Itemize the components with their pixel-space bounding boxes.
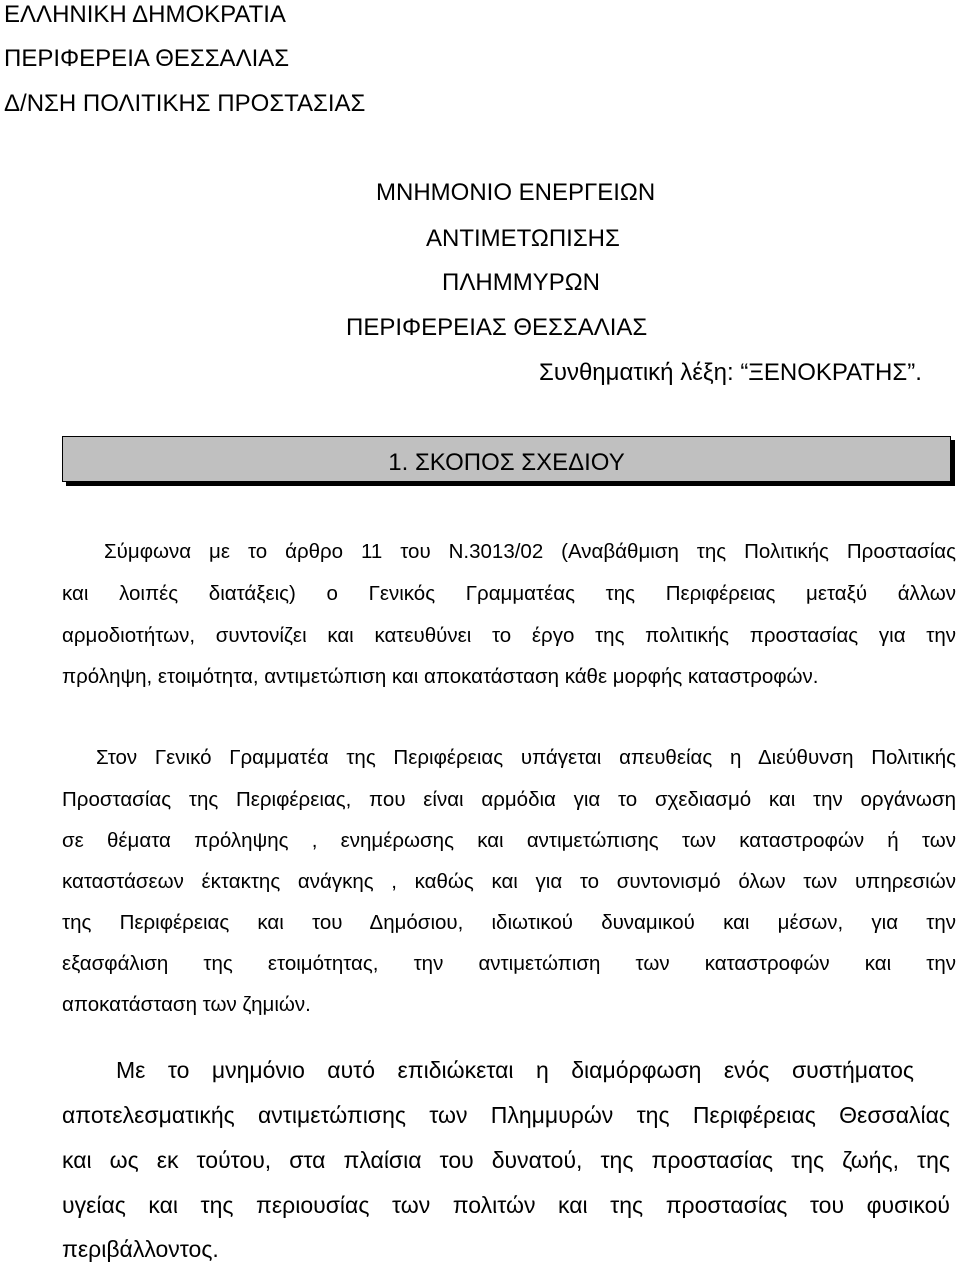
- title-line-4: ΠΕΡΙΦΕΡΕΙΑΣ ΘΕΣΣΑΛΙΑΣ: [346, 314, 648, 341]
- codeword-line: Συνθηματική λέξη: “ΞΕΝΟΚΡΑΤΗΣ”.: [539, 359, 922, 386]
- paragraph-line: περιβάλλοντος.: [62, 1236, 219, 1262]
- section-heading-box: [62, 436, 951, 482]
- paragraph-line: Σύμφωνα με το άρθρο 11 του Ν.3013/02 (Αναβάθμιση της Πολιτικής Προστασίας: [104, 540, 956, 563]
- title-line-1: ΜΝΗΜΟΝΙΟ ΕΝΕΡΓΕΙΩΝ: [376, 179, 656, 206]
- paragraph-line: υγείας και της περιουσίας των πολιτών και της προστασίας του φυσικού: [62, 1192, 950, 1218]
- paragraph-line: πρόληψη, ετοιμότητα, αντιμετώπιση και αποκατάσταση κάθε μορφής καταστροφών.: [62, 665, 819, 688]
- org-name-line: ΕΛΛΗΝΙΚΗ ΔΗΜΟΚΡΑΤΙΑ: [4, 1, 286, 28]
- paragraph-line: Στον Γενικό Γραμματέα της Περιφέρειας υπάγεται απευθείας η Διεύθυνση Πολιτικής: [96, 746, 956, 769]
- section-heading: 1. ΣΚΟΠΟΣ ΣΧΕΔΙΟΥ: [388, 449, 625, 476]
- paragraph-line: αποκατάσταση των ζημιών.: [62, 993, 311, 1016]
- paragraph-line: και λοιπές διατάξεις) ο Γενικός Γραμματέας της Περιφέρειας μεταξύ άλλων: [62, 582, 956, 605]
- paragraph-line: καταστάσεων έκτακτης ανάγκης , καθώς και για το συντονισμό όλων των υπηρεσιών: [62, 870, 956, 893]
- region-name-line: ΠΕΡΙΦΕΡΕΙΑ ΘΕΣΣΑΛΙΑΣ: [4, 45, 290, 72]
- paragraph-line: αρμοδιοτήτων, συντονίζει και κατευθύνει το έργο της πολιτικής προστασίας για την: [62, 624, 956, 647]
- paragraph-line: σε θέματα πρόληψης , ενημέρωσης και αντιμετώπισης των καταστροφών ή των: [62, 829, 956, 852]
- paragraph-line: Προστασίας της Περιφέρειας, που είναι αρμόδια για το σχεδιασμό και την οργάνωση: [62, 788, 956, 811]
- paragraph-line: εξασφάλιση της ετοιμότητας, την αντιμετώπιση των καταστροφών και την: [62, 952, 956, 975]
- paragraph-line: Με το μνημόνιο αυτό επιδιώκεται η διαμόρφωση ενός συστήματος: [116, 1057, 914, 1083]
- directorate-name-line: Δ/ΝΣΗ ΠΟΛΙΤΙΚΗΣ ΠΡΟΣΤΑΣΙΑΣ: [4, 90, 366, 117]
- paragraph-line: της Περιφέρειας και του Δημόσιου, ιδιωτικού δυναμικού και μέσων, για την: [62, 911, 956, 934]
- paragraph-line: και ως εκ τούτου, στα πλαίσια του δυνατού, της προστασίας της ζωής, της: [62, 1147, 950, 1173]
- title-line-3: ΠΛΗΜΜΥΡΩΝ: [442, 269, 600, 296]
- paragraph-line: αποτελεσματικής αντιμετώπισης των Πλημμυρών της Περιφέρειας Θεσσαλίας: [62, 1102, 950, 1128]
- title-line-2: ΑΝΤΙΜΕΤΩΠΙΣΗΣ: [426, 225, 620, 252]
